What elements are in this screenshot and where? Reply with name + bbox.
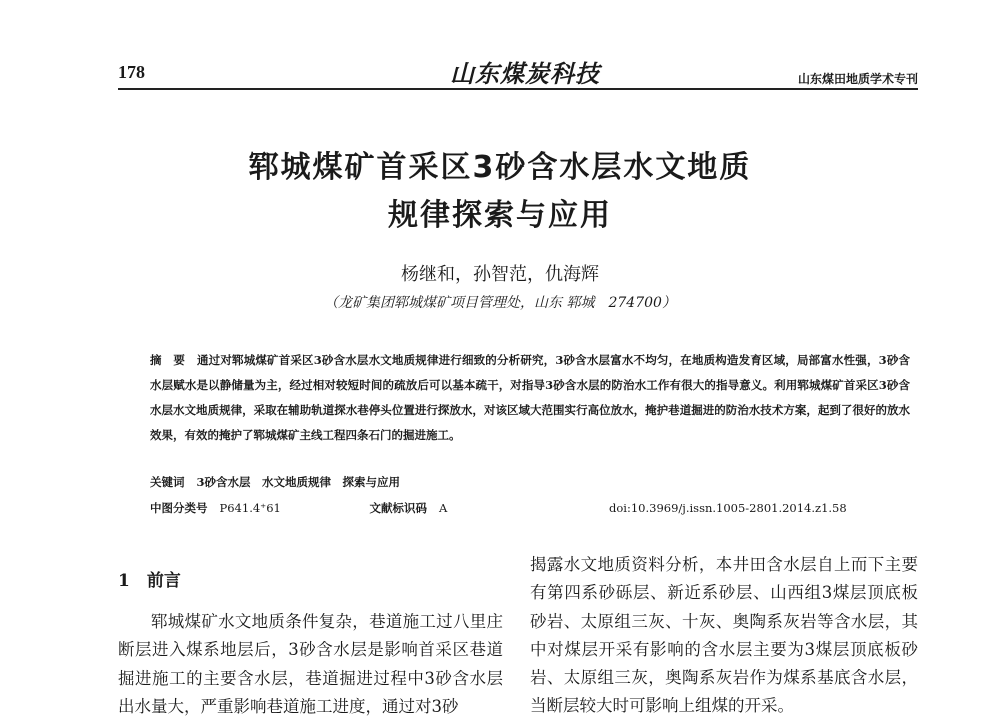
abstract [150,348,910,448]
authors: 杨继和，孙智范，仇海辉 [401,264,599,285]
doc-code-label: 文献标识码 [369,501,427,515]
journal-note: 山东煤田地质学术专刊 [797,72,918,86]
affiliation: （龙矿集团郓城煤矿项目管理处，山东 郓城 274700） [324,295,676,311]
header-rule [118,88,918,90]
doi: doi:10.3969/j.issn.1005-2801.2014.z1.58 [609,501,847,515]
classification-value: P641.4⁺61 [219,501,281,515]
doc-code: A [439,501,448,515]
right-column-text: 揭露水文地质资料分析，本井田含水层自上而下主要有第四系砂砾层、新近系砂层、山西组3煤层顶底板砂岩、太原组三灰、十灰、奥陶系灰岩等含水层，其中对煤层开采有影响的含水层主要为3煤层顶底板砂岩、太原组三灰，奥陶系灰岩作为煤系基底含水层，当断层较大时可影响上组煤的开采。 [530,555,918,716]
title-line-1: 郓城煤矿首采区3砂含水层水文地质 [248,150,752,185]
abstract-text: 通过对郓城煤矿首采区3砂含水层水文地质规律进行细致的分析研究，3砂含水层富水不均匀，在地质构造发育区域，局部富水性强，3砂含水层赋水是以静储量为主，经过相对较短时间的疏放后可以基本疏干，对指导3砂含水层的防治水工作有很大的指导意义。利用郓城煤矿首采区3砂含水层水文地质规律，采取在辅助轨道探水巷停头位置进行探放水，对该区域大范围实行高位放水，掩护巷道掘进的防治水技术方案，起到了很好的放水效果，有效的掩护了郓城煤矿主线工程四条石门的掘进施工。 [150,353,910,442]
classification [150,500,910,516]
section-heading: 1 前言 [118,571,181,591]
keywords-text: 3砂含水层 水文地质规律 探索与应用 [196,475,400,489]
journal-logo: 山东煤炭科技 [450,59,600,88]
left-column-text: 郓城煤矿水文地质条件复杂，巷道施工过八里庄断层进入煤系地层后，3砂含水层是影响首采区巷道掘进施工的主要含水层，巷道掘进过程中3砂含水层出水量大，严重影响巷道施工进度，通过对3砂 [118,612,503,716]
page-number: 178 [118,62,145,82]
keywords [150,474,400,490]
classification-label: 中图分类号 [150,501,208,515]
abstract-label: 摘 要 [150,353,186,367]
keywords-label: 关键词 [150,475,185,489]
title-line-2: 规律探索与应用 [388,198,612,233]
